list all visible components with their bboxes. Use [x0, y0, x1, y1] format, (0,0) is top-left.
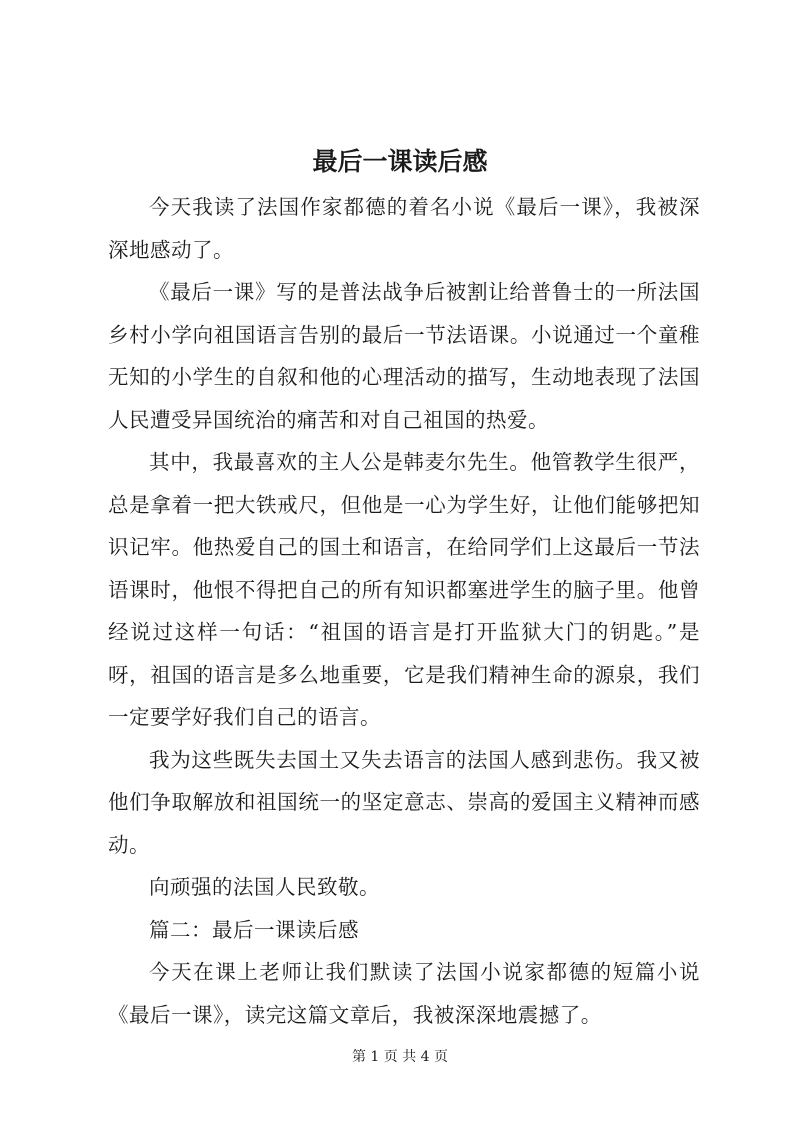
- page-title: 最后一课读后感: [312, 147, 488, 176]
- paragraph-5: 向顽强的法国人民致敬。: [149, 875, 380, 899]
- paragraph-3: 其中，我最喜欢的主人公是韩麦尔先生。他管教学生很严，总是拿着一把大铁戒尺，但他是一心为学生好，让他们能够把知识记牢。他热爱自己的国土和语言，在给同学们上这最后一节法语课时，他恨不得把自己的所有知识都塞进学生的脑子里。他曾经说过这样一句话：“祖国的语言是打开监狱大门的钥匙。”是呀，祖国的语言是多么地重要，它是我们精神生命的源泉，我们一定要学好我们自己的语言。: [108, 450, 700, 729]
- page-number-label: 第 1 页 共 4 页: [351, 1049, 449, 1065]
- paragraph-4: 我为这些既失去国土又失去语言的法国人感到悲伤。我又被他们争取解放和祖国统一的坚定意志、崇高的爱国主义精神而感动。: [108, 747, 700, 857]
- document-body: [108, 186, 700, 1036]
- page-footer: [0, 1047, 800, 1067]
- paragraph-7: 今天在课上老师让我们默读了法国小说家都德的短篇小说《最后一课》，读完这篇文章后，我被深深地震撼了。: [108, 960, 700, 1027]
- paragraph-1: 今天我读了法国作家都德的着名小说《最后一课》，我被深深地感动了。: [108, 195, 700, 262]
- section-heading: 篇二：最后一课读后感: [149, 917, 359, 942]
- paragraph-2: 《最后一课》写的是普法战争后被割让给普鲁士的一所法国乡村小学向祖国语言告别的最后一节法语课。小说通过一个童稚无知的小学生的自叙和他的心理活动的描写，生动地表现了法国人民遭受异国统治的痛苦和对自己祖国的热爱。: [108, 280, 700, 432]
